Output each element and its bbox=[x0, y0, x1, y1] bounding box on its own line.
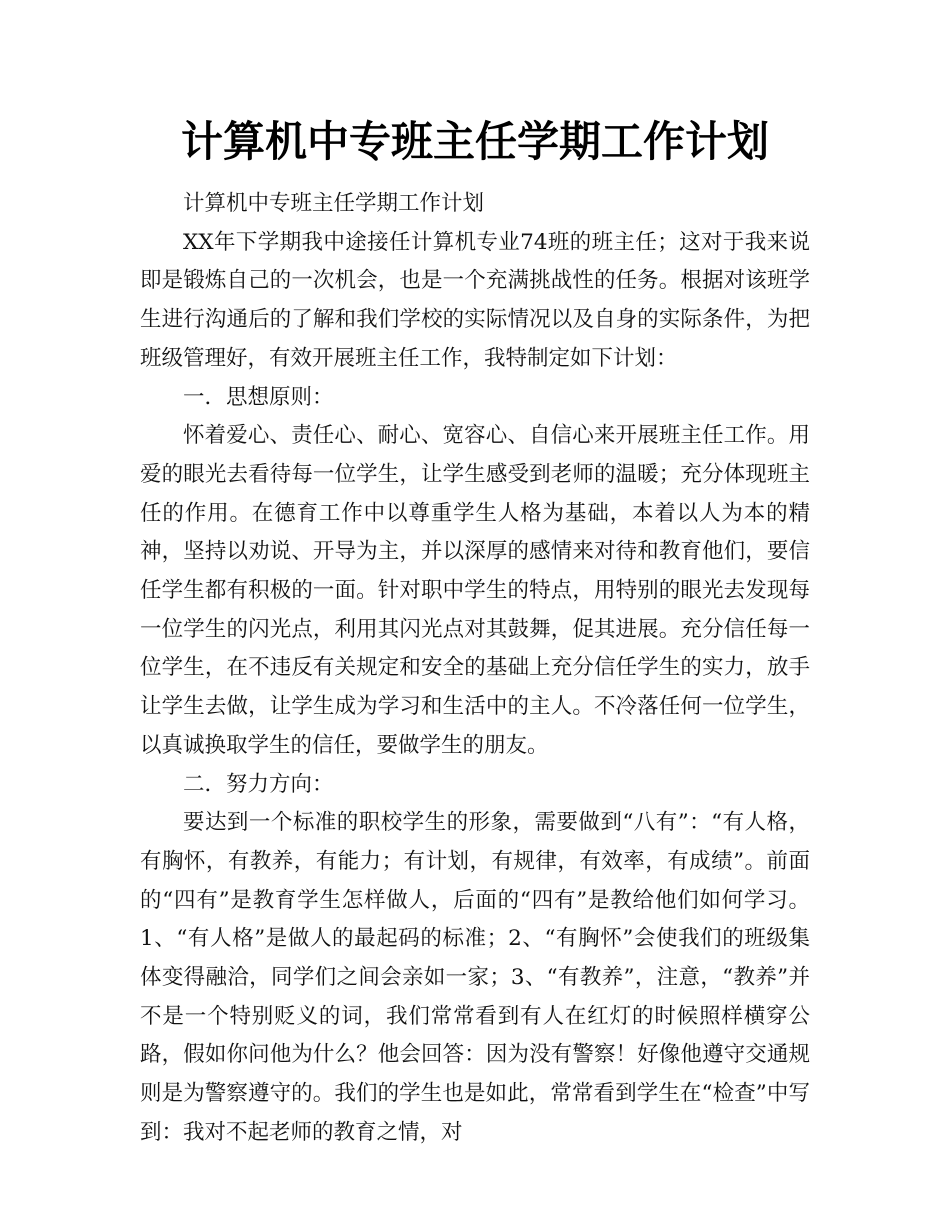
section-heading-principles: 一．思想原则： bbox=[183, 384, 334, 410]
paragraph-direction: 要达到一个标准的职校学生的形象，需要做到“八有”：“有人格，有胸怀，有教养，有能力；有计划，有规律，有效率，有成绩”。前面的“四有”是教育学生怎样做人，后面的“四有”是教给他们如何学习。1、“有人格”是做人的最起码的标准；2、“有胸怀”会使我们的班级集体变得融洽，同学们之间会亲如一家；3、“有教养”，注意，“教养”并不是一个特别贬义的词，我们常常看到有人在红灯的时候照样横穿公路，假如你问他为什么？他会回答：因为没有警察！好像他遵守交通规则是为警察遵守的。我们的学生也是如此，常常看到学生在“检查”中写到：我对不起老师的教育之情，对 bbox=[140, 810, 810, 1145]
section-heading-direction: 二．努力方向： bbox=[183, 771, 334, 797]
paragraph-principles: 怀着爱心、责任心、耐心、宽容心、自信心来开展班主任工作。用爱的眼光去看待每一位学生，让学生感受到老师的温暖；充分体现班主任的作用。在德育工作中以尊重学生人格为基础，本着以人为本的精神，坚持以劝说、开导为主，并以深厚的感情来对待和教育他们，要信任学生都有积极的一面。针对职中学生的特点，用特别的眼光去发现每一位学生的闪光点，利用其闪光点对其鼓舞，促其进展。充分信任每一位学生，在不违反有关规定和安全的基础上充分信任学生的实力，放手让学生去做，让学生成为学习和生活中的主人。不冷落任何一位学生，以真诚换取学生的信任，要做学生的朋友。 bbox=[140, 423, 810, 758]
paragraph-subtitle: 计算机中专班主任学期工作计划 bbox=[183, 191, 485, 216]
paragraph-intro: XX年下学期我中途接任计算机专业74班的班主任；这对于我来说即是锻炼自己的一次机会，也是一个充满挑战性的任务。根据对该班学生进行沟通后的了解和我们学校的实际情况以及自身的实际条件，为把班级管理好，有效开展班主任工作，我特制定如下计划： bbox=[140, 229, 810, 371]
document-title: 计算机中专班主任学期工作计划 bbox=[180, 117, 769, 166]
document-body bbox=[140, 185, 810, 1153]
